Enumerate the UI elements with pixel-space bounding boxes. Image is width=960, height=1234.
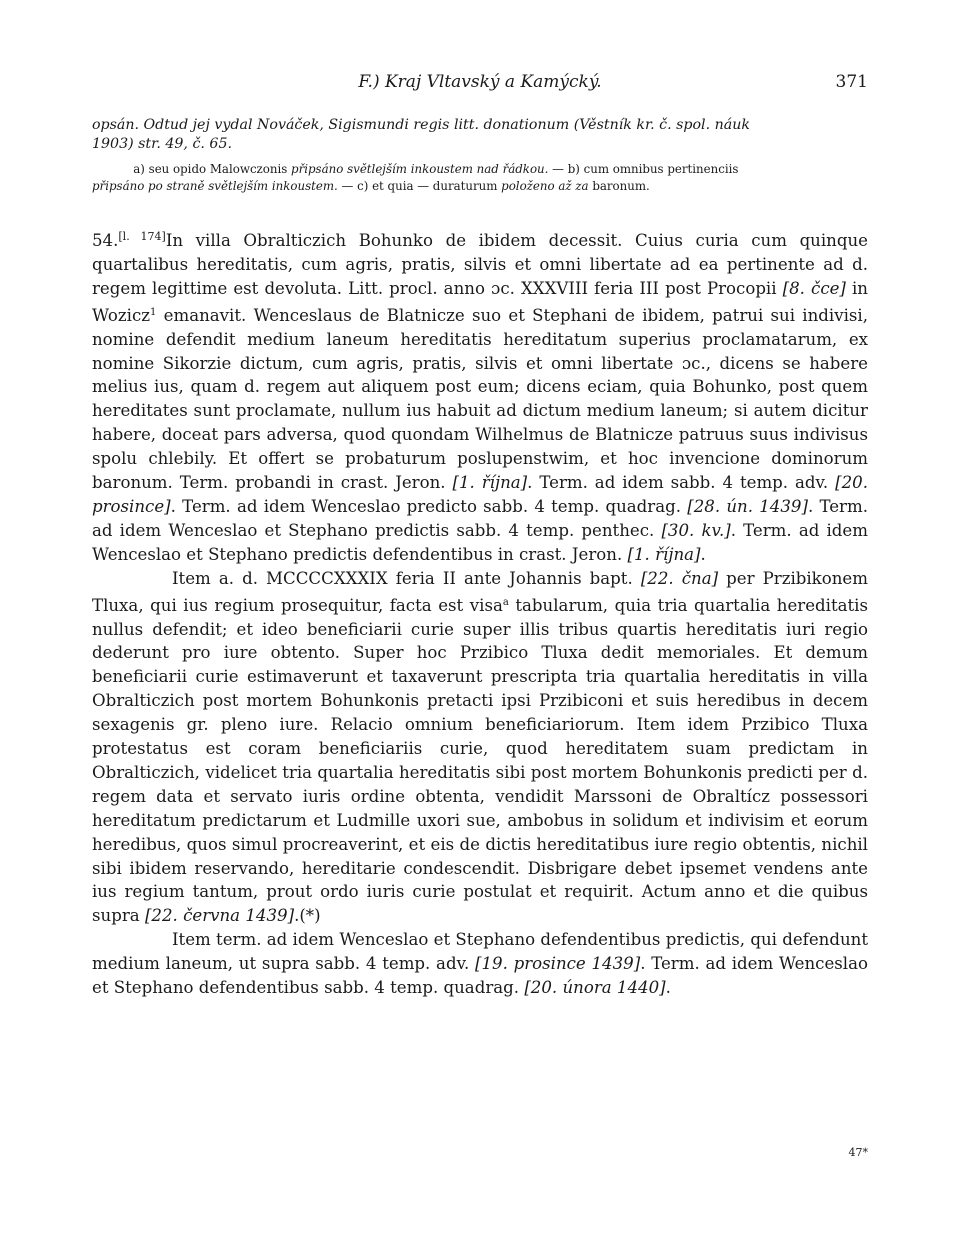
note-a-comment: připsáno světlejším inkoustem nad řádkou.	[291, 162, 549, 176]
paragraph-item-term	[92, 928, 868, 1000]
text-run: . Term. ad idem sabb. 4 temp. adv.	[527, 473, 836, 493]
footnote-marker: 1	[150, 306, 157, 318]
date-gloss: [28. ún. 1439]	[687, 496, 808, 516]
note-b-comment: připsáno po straně světlejším inkoustem.	[92, 179, 338, 193]
text-run: in Wozicz	[92, 278, 868, 325]
separator-dash: —	[548, 162, 568, 176]
date-gloss: [22. čna]	[640, 568, 719, 588]
note-c-tail: baronum.	[588, 179, 650, 193]
signature-mark: 47*	[848, 1146, 868, 1159]
date-gloss: [8. čce]	[782, 278, 846, 298]
text-run: Item term. ad idem Wenceslao et Stephano defendentibus predictis, qui defendunt medium laneum, ut supra sabb. 4 temp. adv.	[92, 930, 868, 974]
text-run: Item a. d. MCCCCXXXIX feria II ante Johannis bapt.	[172, 568, 641, 588]
footnote-marker: a	[502, 596, 509, 608]
text-run: .(*)	[294, 906, 321, 926]
note-b-mark: b)	[567, 162, 580, 176]
text-run: emanavit. Wenceslaus de Blatnicze suo et Stephani de ibidem, patrui sui indivisi, nomine defendit medium laneum hereditatis hereditatum superius proclamatarum, ex nomine Sikorzie dictum, cum agris, pratis, silvis et omni libertate ɔc., dicens se habere melius ius, quam d. regem aut aliquem post eum; dicens eciam, quia Bohunko, post quem hereditates sunt proclamate, nullum ius habuit ad dictum medium laneum; si autem dicitur habere, doceat pars adversa, quod quondam Wilhelmus de Blatnicze patruus suus indivisus spolu chlebily. Et offert se probaturum poslupenstwim, et hoc invencione dominorum baronum. Term. probandi in crast. Jeron.	[92, 305, 868, 493]
main-text	[92, 225, 868, 1000]
note-a-text: seu opido Malowczonis	[144, 162, 292, 176]
source-note	[92, 116, 868, 154]
text-run: .	[665, 978, 671, 998]
date-gloss: [20. prosince]	[92, 473, 868, 516]
text-run: tabularum, quia tria quartalia hereditatis nullus defendit; et ideo beneficiarii curie super illis tribus quartis hereditatis iuri regio dederunt pro iure obtento. Super hoc Przibico Tluxa dedit memoriales. Et demum beneficiarii curie estimaverunt et taxaverunt prescripta tria quartalia hereditatis in villa Obralticzich post mortem Bohunkonis pretacti ipsi Przibiconi et suis heredibus in decem sexagenis gr. pleno iure. Relacio omnium beneficiariorum. Item idem Przibico Tluxa protestatus est coram beneficiariis curie, quod hereditatem suam predictam in Obralticzich, videlicet tria quartalia hereditatis sibi post mortem Bohunkonis predicti per d. regem data et servato iuris ordine obtenta, vendidit Marssoni de Obraltícz possessori hereditatum predictarum et Ludmille uxori sue, ambobus in solidum et indivisim et eorum heredibus, quos simul procreaverint, et eis de dictis hereditatibus iure regio obtentis, nichil sibi ibidem reservando, hereditarie condescendit. Disbrigare debet ipsemet vendens ante ius regium tantum, prout ordo iuris curie postulat et requirit. Actum anno et die quibus supra	[92, 595, 869, 926]
date-gloss: [20. února 1440]	[524, 978, 666, 998]
text-run: . Term. ad idem Wenceslao predicto sabb. 4 temp. quadrag.	[170, 496, 688, 516]
running-title: F.) Kraj Vltavský a Kamýcký.	[358, 72, 602, 92]
paragraph-entry-54	[92, 225, 868, 567]
note-b-text: cum omnibus pertinenciis	[579, 162, 739, 176]
source-note-line-2: 1903) str. 49, č. 65.	[92, 136, 232, 152]
note-c-text: et quia — duraturum	[368, 179, 502, 193]
apparatus-line-1	[92, 161, 868, 178]
note-a-mark: a)	[133, 162, 145, 176]
note-c-comment: položeno až za	[501, 179, 589, 193]
text-run: . Term. ad idem Wenceslao et Stephano predictis sabb. 4 temp. penthec.	[92, 496, 869, 540]
date-gloss: [1. října]	[452, 473, 528, 493]
text-run: .	[700, 544, 706, 564]
entry-number: 54.	[92, 231, 119, 250]
page-header	[92, 72, 868, 96]
date-gloss: [1. října]	[627, 544, 701, 564]
text-run: per Przibikonem Tluxa, qui ius regium prosequitur, facta est visa	[92, 568, 868, 615]
page-number: 371	[835, 72, 868, 92]
text-run: . Term. ad idem Wenceslao et Stephano defendentibus sabb. 4 temp. quadrag.	[92, 954, 868, 998]
apparatus-line-2	[92, 178, 868, 195]
note-c-mark: c)	[357, 179, 369, 193]
date-gloss: [22. června 1439]	[144, 906, 295, 926]
critical-apparatus	[92, 161, 868, 195]
paragraph-item-1439	[92, 567, 868, 929]
date-gloss: [30. kv.]	[661, 520, 731, 540]
text-run: In villa Obralticzich Bohunko de ibidem decessit. Cuius curia cum quinque quartalibus hereditatis, cum agris, pratis, silvis et omni libertate ad ea pertinente ad d. regem legittime est devoluta. Litt. procl. anno ɔc. XXXVIII feria III post Procopii	[92, 231, 868, 298]
separator-dash: —	[337, 179, 358, 193]
date-gloss: [19. prosince 1439]	[474, 954, 641, 974]
folio-reference: [l. 174]	[118, 230, 166, 243]
source-note-line-1: opsán. Odtud jej vydal Nováček, Sigismundi regis litt. donationum (Věstník kr. č. spol. náuk	[92, 117, 750, 133]
text-run: . Term. ad idem Wenceslao et Stephano predictis defendentibus in crast. Jeron.	[92, 520, 868, 564]
